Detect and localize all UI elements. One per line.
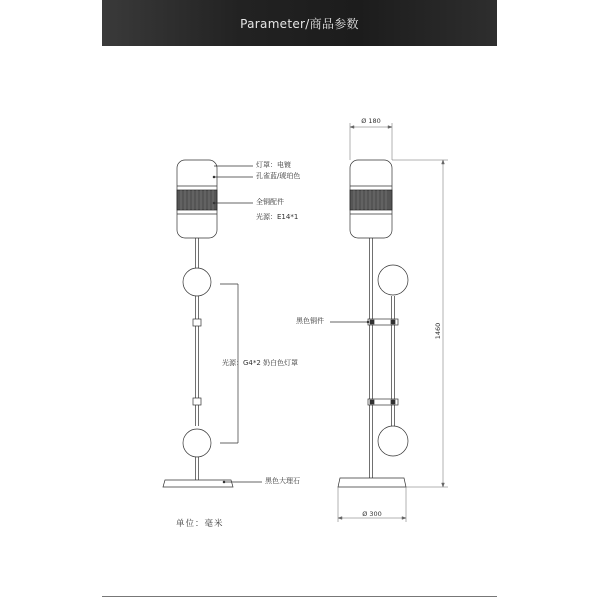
- label-light-mid: 光源：G4*2 奶白色灯罩: [222, 359, 299, 367]
- right-globe-top: [378, 265, 408, 295]
- right-globe-bottom: [378, 426, 408, 456]
- dim-top-diameter: Ø 180: [361, 117, 381, 125]
- left-lamp: [163, 160, 262, 487]
- bottom-divider: [102, 596, 497, 597]
- header-title: Parameter/商品参数: [240, 16, 359, 31]
- left-connector-bottom: [193, 398, 201, 405]
- label-hardware: 全铜配件: [256, 198, 284, 206]
- right-shade-grille: [350, 190, 392, 210]
- label-base: 黑色大理石: [265, 477, 300, 485]
- label-color: 孔雀蓝/琥珀色: [256, 172, 301, 180]
- label-connector: 黑色铜件: [296, 317, 324, 325]
- left-globe-top: [183, 268, 211, 296]
- dim-height: 1460: [434, 322, 442, 340]
- left-connector-top: [193, 319, 201, 326]
- right-lamp: [330, 160, 408, 487]
- left-globe-bottom: [183, 429, 211, 457]
- label-light-top: 光源：E14*1: [256, 213, 299, 221]
- left-base: [163, 480, 233, 487]
- label-shade: 灯罩：电镀: [256, 161, 291, 169]
- right-base: [338, 478, 406, 487]
- dim-base-diameter: Ø 300: [362, 510, 382, 518]
- unit-note: 单位：毫米: [176, 519, 224, 529]
